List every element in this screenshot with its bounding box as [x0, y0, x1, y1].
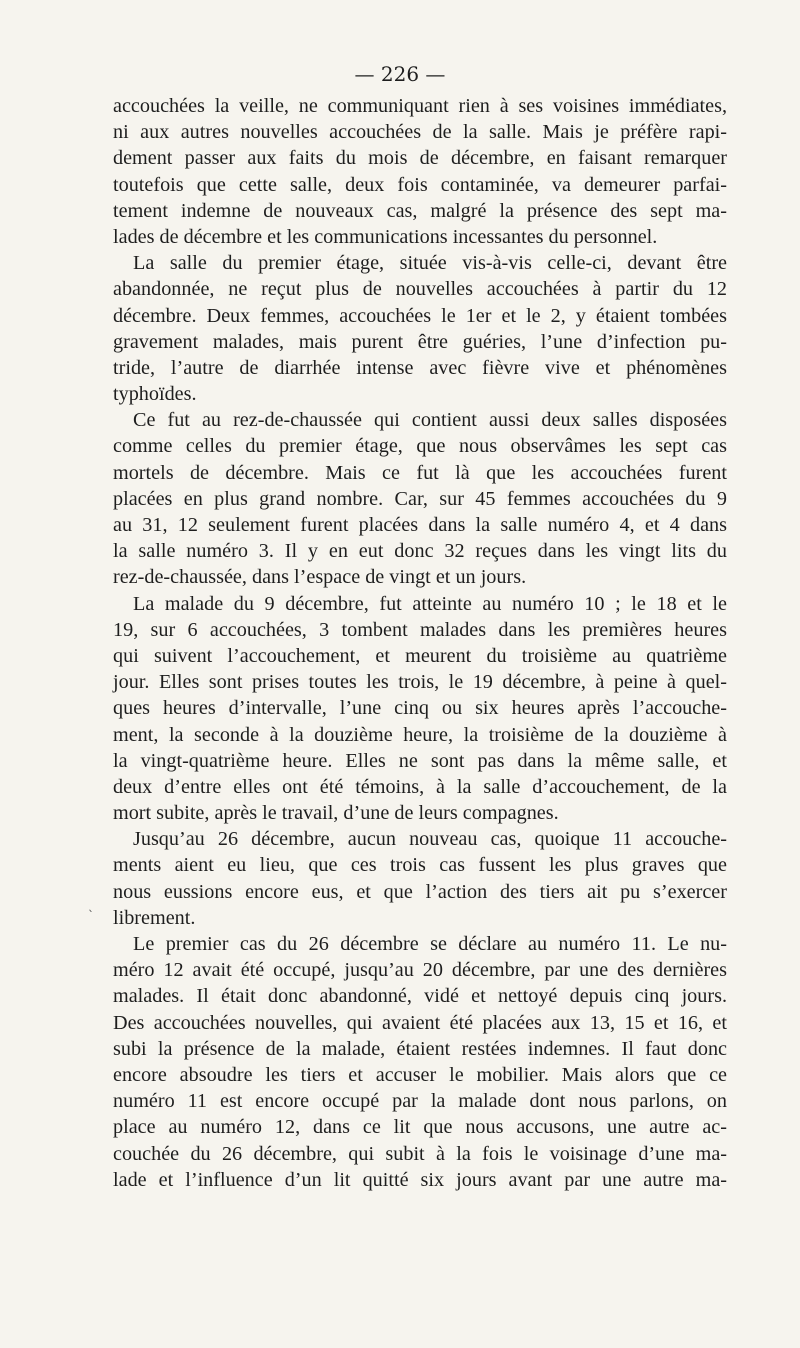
text-line: tride, l’autre de diarrhée intense avec fièvre vive et phénomènes: [113, 356, 727, 379]
text-line: numéro 11 est encore occupé par la malade dont nous parlons, on: [113, 1090, 727, 1113]
page-number-header: — 226 —: [354, 62, 446, 86]
text-line: décembre. Deux femmes, accouchées le 1er et le 2, y étaient tombées: [113, 304, 727, 327]
text-line: tement indemne de nouveaux cas, malgré la présence des sept ma-: [113, 199, 727, 222]
text-line: ques heures d’intervalle, l’une cinq ou six heures après l’accouche-: [113, 697, 727, 720]
text-line: deux d’entre elles ont été témoins, à la salle d’accouchement, de la: [113, 775, 727, 798]
text-line: placées en plus grand nombre. Car, sur 45 femmes accouchées du 9: [113, 487, 727, 510]
text-line: gravement malades, mais purent être guéries, l’une d’infection pu-: [113, 330, 727, 353]
text-line: ment, la seconde à la douzième heure, la troisième de la douzième à: [113, 723, 727, 746]
text-line: la vingt-quatrième heure. Elles ne sont pas dans la même salle, et: [113, 749, 727, 772]
text-line: encore absoudre les tiers et accuser le mobilier. Mais alors que ce: [113, 1063, 727, 1086]
text-line: couchée du 26 décembre, qui subit à la fois le voisinage d’une ma-: [113, 1142, 727, 1165]
text-line: rez-de-chaussée, dans l’espace de vingt et un jours.: [113, 566, 527, 589]
text-line: toutefois que cette salle, deux fois contaminée, va demeurer parfai-: [113, 173, 727, 196]
text-line: Ce fut au rez-de-chaussée qui contient aussi deux salles disposées: [133, 409, 727, 432]
text-line: Jusqu’au 26 décembre, aucun nouveau cas, quoique 11 accouche-: [133, 828, 727, 851]
text-line: nous eussions encore eus, et que l’action des tiers ait pu s’exercer: [113, 880, 727, 903]
text-line: mortels de décembre. Mais ce fut là que les accouchées furent: [113, 461, 727, 484]
text-line: place au numéro 12, dans ce lit que nous accusons, une autre ac-: [113, 1116, 727, 1139]
text-line: jour. Elles sont prises toutes les trois, le 19 décembre, à peine à quel-: [113, 671, 727, 694]
text-line: Des accouchées nouvelles, qui avaient été placées aux 13, 15 et 16, et: [113, 1011, 727, 1034]
margin-mark: ˎ: [88, 898, 94, 912]
text-line: La salle du premier étage, située vis-à-vis celle-ci, devant être: [133, 252, 727, 275]
text-line: typhoïdes.: [113, 383, 197, 406]
text-line: dement passer aux faits du mois de décembre, en faisant remarquer: [113, 147, 727, 170]
text-line: méro 12 avait été occupé, jusqu’au 20 décembre, par une des dernières: [113, 959, 727, 982]
body-text: [113, 93, 727, 1193]
text-line: subi la présence de la malade, étaient restées indemnes. Il faut donc: [113, 1037, 727, 1060]
text-line: malades. Il était donc abandonné, vidé et nettoyé depuis cinq jours.: [113, 985, 727, 1008]
text-line: au 31, 12 seulement furent placées dans la salle numéro 4, et 4 dans: [113, 514, 727, 536]
text-line: mort subite, après le travail, d’une de leurs compagnes.: [113, 802, 559, 825]
text-line: librement.: [113, 906, 196, 929]
text-line: La malade du 9 décembre, fut atteinte au numéro 10 ; le 18 et le: [133, 592, 727, 615]
text-line: ments aient eu lieu, que ces trois cas fussent les plus graves que: [113, 854, 727, 877]
text-line: ni aux autres nouvelles accouchées de la salle. Mais je préfère rapi-: [113, 121, 727, 144]
text-line: la salle numéro 3. Il y en eut donc 32 reçues dans les vingt lits du: [113, 540, 727, 563]
text-line: abandonnée, ne reçut plus de nouvelles accouchées à partir du 12: [113, 278, 727, 301]
text-line: comme celles du premier étage, que nous observâmes les sept cas: [113, 435, 727, 458]
text-line: Le premier cas du 26 décembre se déclare au numéro 11. Le nu-: [133, 933, 727, 955]
text-line: qui suivent l’accouchement, et meurent du troisième au quatrième: [113, 644, 727, 667]
text-line: lade et l’influence d’un lit quitté six jours avant par une autre ma-: [113, 1168, 727, 1191]
text-line: accouchées la veille, ne communiquant rien à ses voisines immédiates,: [113, 95, 727, 117]
text-line: lades de décembre et les communications incessantes du personnel.: [113, 225, 658, 248]
text-line: 19, sur 6 accouchées, 3 tombent malades dans les premières heures: [113, 618, 727, 641]
